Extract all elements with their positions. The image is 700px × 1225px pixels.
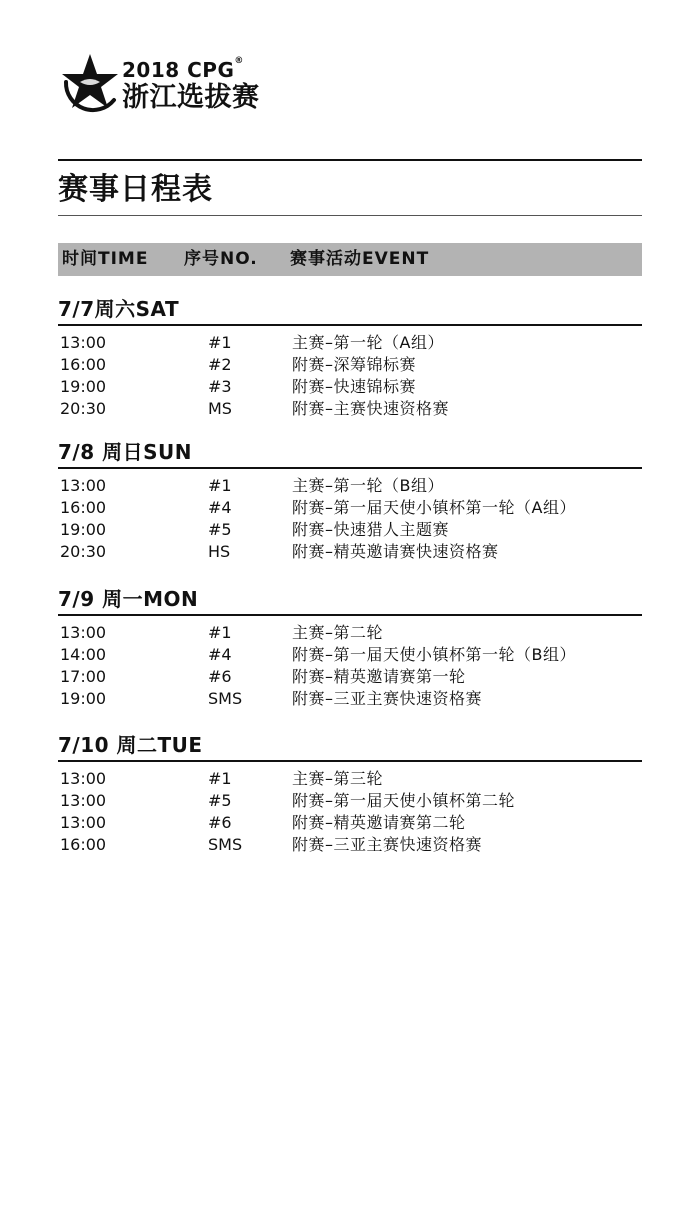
day-divider	[58, 614, 642, 616]
day-title: 7/8 周日SUN	[58, 440, 192, 464]
brand-logo	[56, 52, 296, 116]
row-number: SMS	[208, 835, 243, 854]
row-number: #2	[208, 355, 232, 374]
schedule-row	[58, 541, 642, 563]
row-time: 16:00	[60, 355, 107, 374]
table-header	[58, 243, 642, 276]
day-section	[58, 586, 642, 710]
row-time: 19:00	[60, 689, 107, 708]
star-logo-icon	[56, 52, 120, 116]
schedule-row	[58, 790, 642, 812]
row-event: 附赛–三亚主赛快速资格赛	[292, 835, 483, 854]
schedule-row	[58, 332, 642, 354]
title-divider	[58, 215, 642, 216]
row-event: 附赛–深筹锦标赛	[292, 355, 417, 374]
day-title: 7/9 周一MON	[58, 587, 199, 611]
row-number: #3	[208, 377, 232, 396]
row-time: 13:00	[60, 791, 107, 810]
schedule-row	[58, 354, 642, 376]
schedule-row	[58, 834, 642, 856]
day-divider	[58, 467, 642, 469]
day-divider	[58, 760, 642, 762]
schedule-row	[58, 376, 642, 398]
row-event: 附赛–主赛快速资格赛	[292, 399, 450, 418]
row-number: #4	[208, 645, 232, 664]
schedule-row	[58, 644, 642, 666]
row-number: #5	[208, 520, 232, 539]
row-event: 附赛–第一届天使小镇杯第一轮（A组）	[292, 498, 576, 517]
day-section	[58, 732, 642, 856]
schedule-row	[58, 475, 642, 497]
row-number: #6	[208, 667, 232, 686]
header-no: 序号NO.	[184, 249, 258, 269]
row-event: 附赛–快速猎人主题赛	[292, 520, 450, 539]
row-time: 13:00	[60, 623, 107, 642]
row-event: 附赛–第一届天使小镇杯第二轮	[292, 791, 516, 810]
day-title: 7/7周六SAT	[58, 297, 180, 321]
brand-line2: 浙江选拔赛	[122, 82, 260, 113]
row-event: 附赛–三亚主赛快速资格赛	[292, 689, 483, 708]
row-event: 附赛–快速锦标赛	[292, 377, 417, 396]
day-title: 7/10 周二TUE	[58, 733, 203, 757]
schedule-row	[58, 812, 642, 834]
row-time: 19:00	[60, 377, 107, 396]
row-time: 16:00	[60, 498, 107, 517]
row-event: 附赛–第一届天使小镇杯第一轮（B组）	[292, 645, 576, 664]
row-time: 20:30	[60, 542, 107, 561]
row-time: 20:30	[60, 399, 107, 418]
row-time: 13:00	[60, 333, 107, 352]
row-event: 主赛–第一轮（A组）	[292, 333, 444, 352]
row-event: 附赛–精英邀请赛快速资格赛	[292, 542, 499, 561]
schedule-row	[58, 497, 642, 519]
header-time: 时间TIME	[62, 249, 149, 269]
row-number: HS	[208, 542, 231, 561]
schedule-row	[58, 622, 642, 644]
day-section	[58, 439, 642, 563]
row-time: 13:00	[60, 769, 107, 788]
brand-line1: 2018 CPG®	[122, 56, 244, 82]
row-number: #1	[208, 769, 232, 788]
row-number: #1	[208, 623, 232, 642]
row-time: 14:00	[60, 645, 107, 664]
row-time: 19:00	[60, 520, 107, 539]
day-divider	[58, 324, 642, 326]
schedule-row	[58, 666, 642, 688]
schedule-row	[58, 688, 642, 710]
row-time: 13:00	[60, 813, 107, 832]
row-number: #6	[208, 813, 232, 832]
row-event: 主赛–第二轮	[292, 623, 384, 642]
schedule-row	[58, 768, 642, 790]
row-number: #1	[208, 476, 232, 495]
row-time: 13:00	[60, 476, 107, 495]
row-number: #1	[208, 333, 232, 352]
schedule-row	[58, 519, 642, 541]
row-event: 主赛–第三轮	[292, 769, 384, 788]
row-time: 17:00	[60, 667, 107, 686]
day-section	[58, 296, 642, 420]
row-event: 附赛–精英邀请赛第一轮	[292, 667, 466, 686]
row-number: #5	[208, 791, 232, 810]
header-event: 赛事活动EVENT	[290, 249, 430, 269]
row-number: #4	[208, 498, 232, 517]
page-title: 赛事日程表	[58, 172, 213, 207]
row-number: MS	[208, 399, 232, 418]
row-time: 16:00	[60, 835, 107, 854]
top-divider	[58, 159, 642, 161]
schedule-row	[58, 398, 642, 420]
row-event: 附赛–精英邀请赛第二轮	[292, 813, 466, 832]
row-event: 主赛–第一轮（B组）	[292, 476, 444, 495]
row-number: SMS	[208, 689, 243, 708]
